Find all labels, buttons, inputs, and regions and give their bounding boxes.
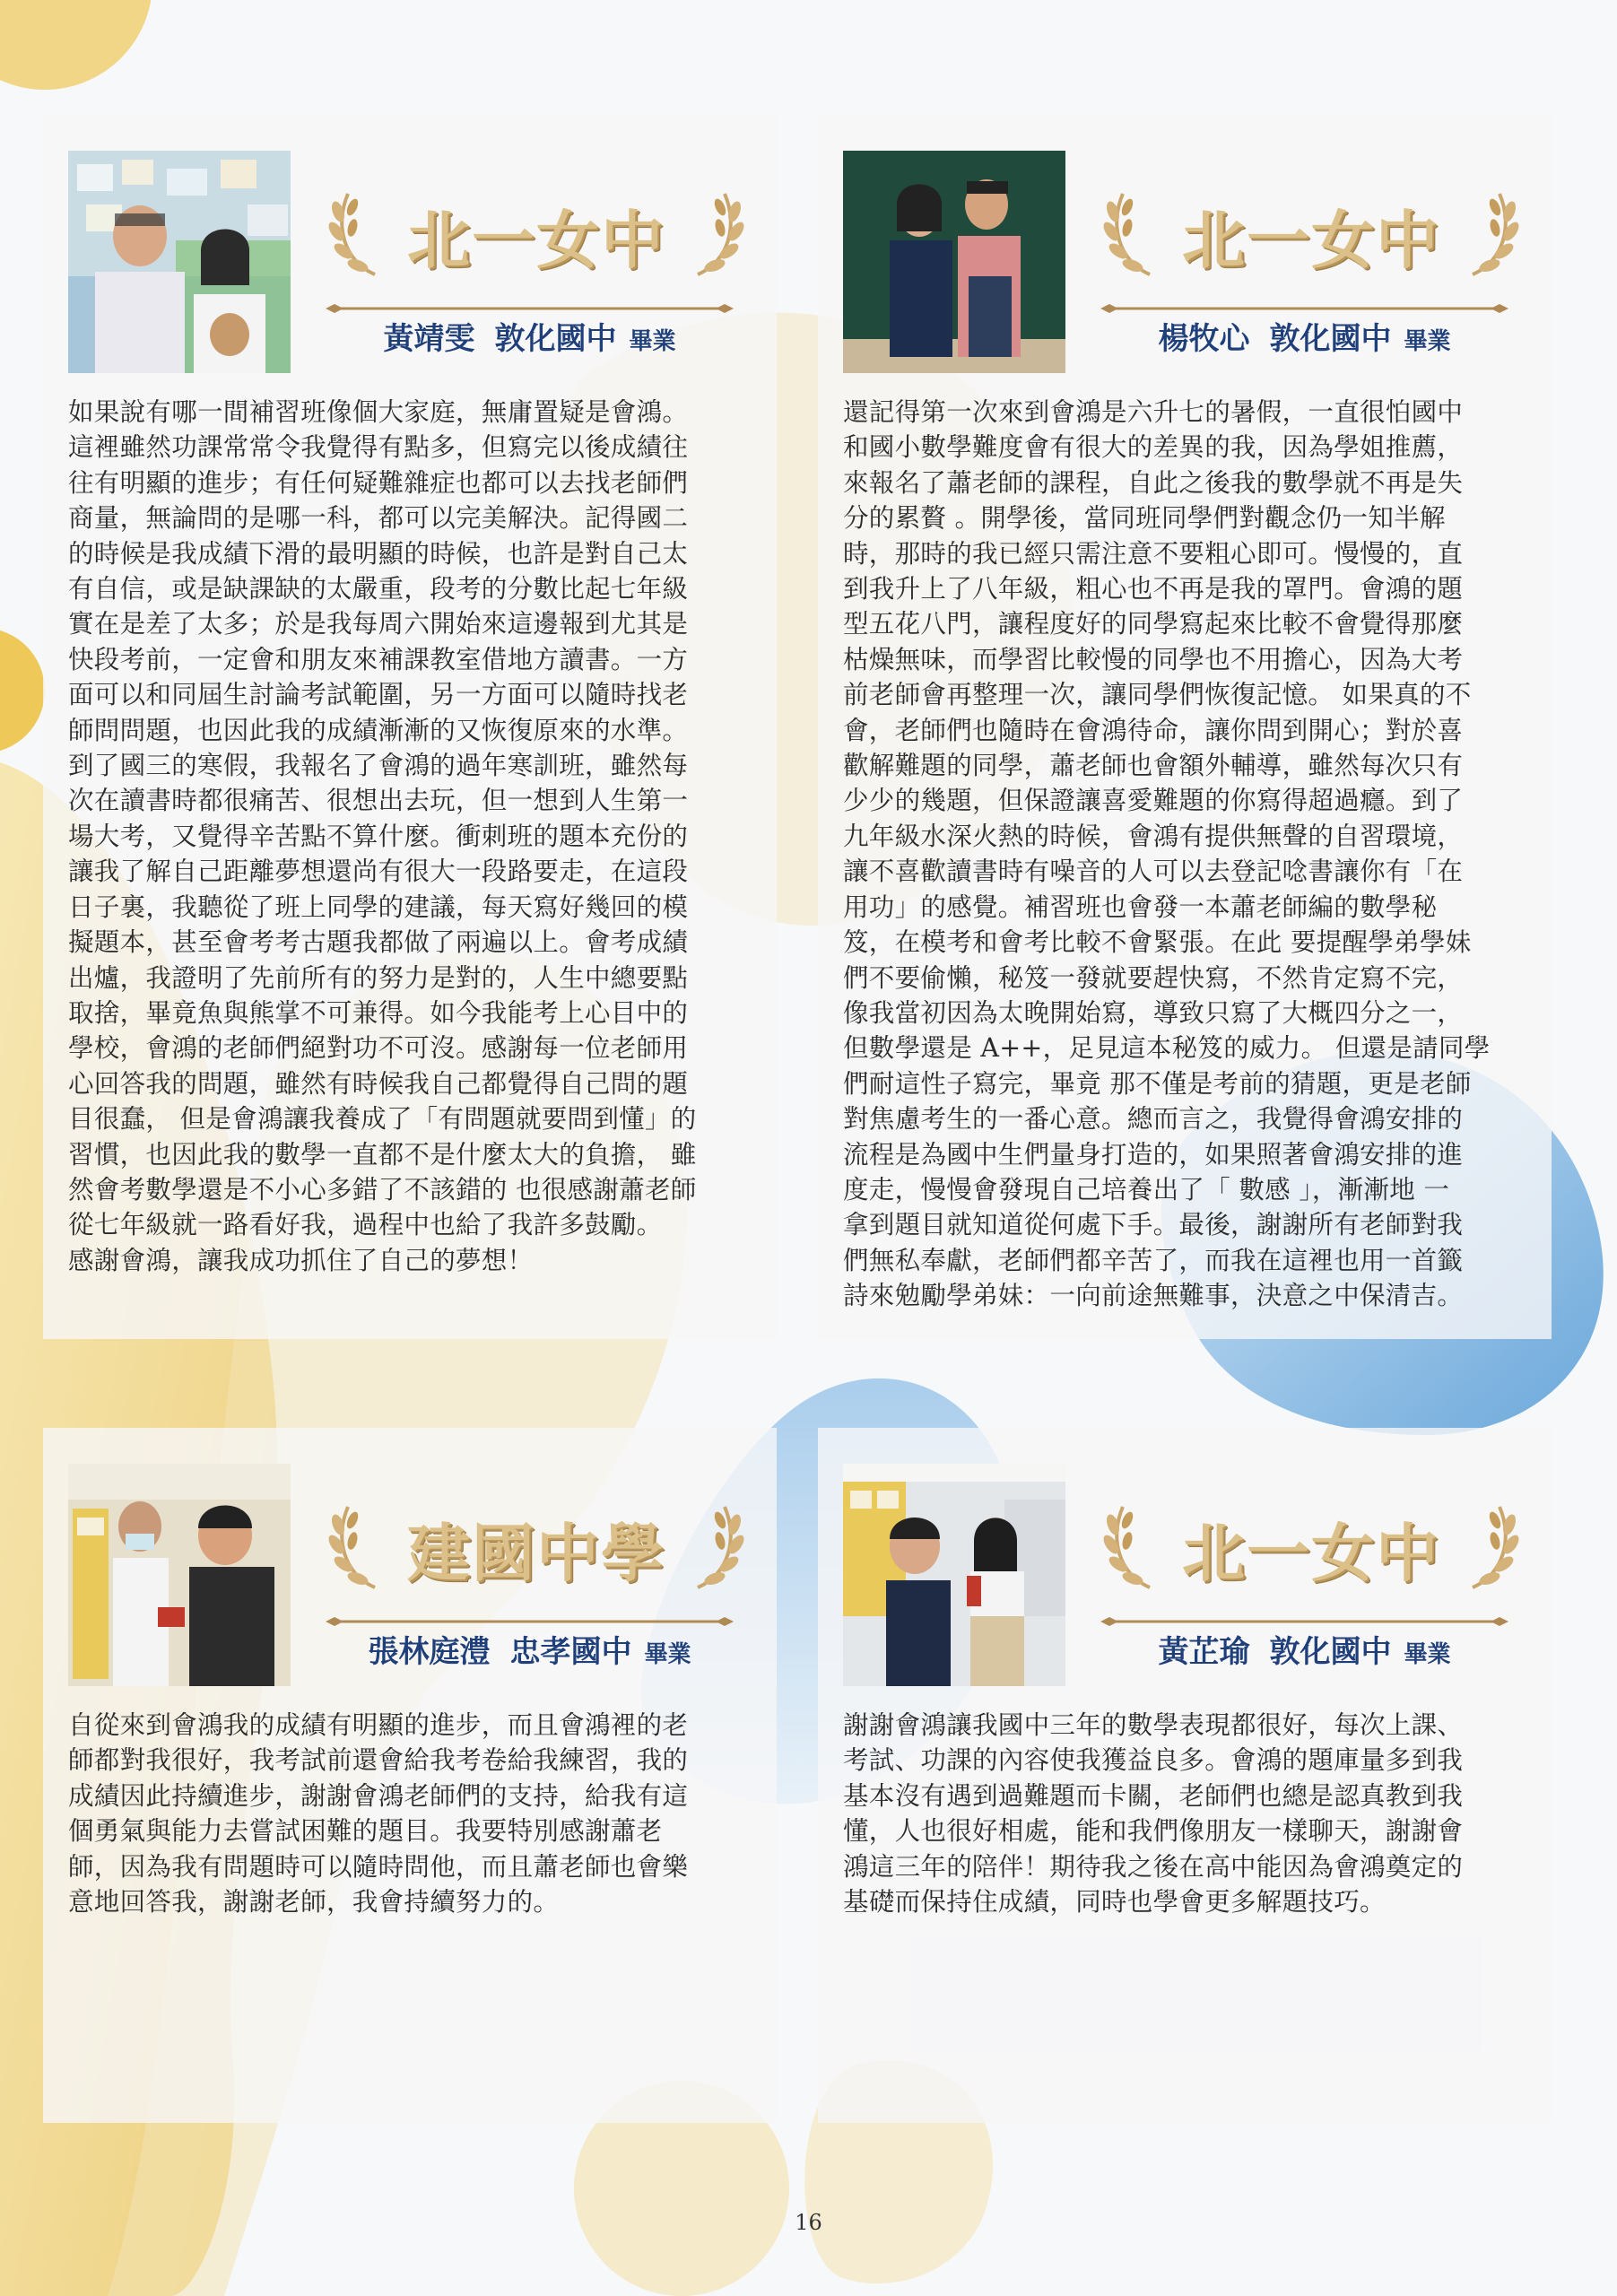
student-name: 張林庭澧 [368, 1634, 491, 1670]
graduated-label: 畢業 [644, 1641, 691, 1668]
testimonial-text: 謝謝會鴻讓我國中三年的數學表現都很好，每次上課、 考試、功課的內容使我獲益良多。會鴻的題庫量多到我 基本沒有遇到過難題而卡關，老師們也總是認真教到我 懂，人也很好相處，能和我們像朋友一樣聊天，謝謝會 鴻這三年的陪伴！期待我之後在高中能因為會鴻奠定的 基礎而保持住成績，同時也學會更多解題技巧。 [843, 1710, 1464, 1918]
laurel-icon [684, 185, 747, 283]
laurel-icon [1459, 1498, 1522, 1596]
graduated-label: 畢業 [629, 328, 676, 355]
testimonial-card-1 [43, 115, 777, 1339]
student-name: 黃靖雯 [383, 321, 475, 357]
school-name: 北一女中 [407, 203, 665, 277]
student-photo [68, 151, 291, 373]
student-info [326, 314, 734, 358]
student-name: 黃芷瑜 [1158, 1634, 1250, 1670]
school-name: 北一女中 [1182, 1516, 1440, 1590]
school-badge [1100, 1498, 1522, 1596]
graduated-label: 畢業 [1404, 328, 1451, 355]
junior-high-name: 忠孝國中 [509, 1634, 632, 1670]
school-name: 北一女中 [1182, 203, 1440, 277]
laurel-icon [684, 1498, 747, 1596]
junior-high-name: 敦化國中 [1269, 321, 1392, 357]
student-info [1100, 1627, 1508, 1671]
page-number: 16 [795, 2210, 822, 2235]
student-photo [68, 1464, 291, 1686]
junior-high-name: 敦化國中 [494, 321, 617, 357]
testimonial-text: 還記得第一次來到會鴻是六升七的暑假，一直很怕國中 和國小數學難度會有很大的差異的我，因為學姐推薦， 來報名了蕭老師的課程，自此之後我的數學就不再是失 分的累贅 。開學後，當同班同學們對觀念仍一知半解 時，那時的我已經只需注意不要粗心即可。慢慢的，直 到我升上了八年級，粗心也不再是我的罩門。會鴻的題 型五花八門，讓程度好的同學寫起來比較不會覺得那麼 枯燥無味，而學習比較慢的同學也不用擔心，因為大考 前老師會再整理一次，讓同學們恢復記憶。 如果真的不 會，老師們也隨時在會鴻待命，讓你問到開心；對於喜 歡解難題的同學，蕭老師也會額外輔導，雖然每次只有 少少的幾題，但保證讓喜愛難題的你寫得超過癮。到了 九年級水深火熱的時候，會鴻有提供無聲的自習環境， 讓不喜歡讀書時有噪音的人可以去登記唸書讓你有「在 用功」的感覺。補習班也會發一本蕭老師編的數學秘 笈，在模考和會考比較不會緊張。在此 要提醒學弟學妹 們不要偷懶，秘笈一發就要趕快寫，不然肯定寫不完， 像我當初因為太晚開始寫，導致只寫了大概四分之一， 但數學還是 A++，足見這本秘笈的威力。 但還是請同學 們耐這性子寫完，畢竟 那不僅是考前的猜題，更是老師 對焦慮考生的一番心意。總而言之，我覺得會鴻安排的 流程是為國中生們量身打造的，如果照著會鴻安排的進 度走，慢慢會發現自己培養出了「 數感 」，漸漸地 一 拿到題目就知道從何處下手。最後，謝謝所有老師對我 們無私奉獻，老師們都辛苦了，而我在這裡也用一首籤 詩來勉勵學弟妹：一向前途無難事，決意之中保清吉。 [843, 397, 1491, 1311]
laurel-icon [1459, 185, 1522, 283]
school-badge [326, 185, 747, 283]
testimonial-text: 自從來到會鴻我的成績有明顯的進步，而且會鴻裡的老 師都對我很好，我考試前還會給我考卷給我練習，我的 成績因此持續進步，謝謝會鴻老師們的支持，給我有這 個勇氣與能力去嘗試困難的題目。我要特別感謝蕭老 師，因為我有問題時可以隨時問他，而且蕭老師也會樂 意地回答我，謝謝老師，我會持續努力的。 [68, 1710, 689, 1918]
junior-high-name: 敦化國中 [1269, 1634, 1392, 1670]
testimonial-card-4 [818, 1428, 1552, 2123]
student-name: 楊牧心 [1158, 321, 1250, 357]
student-photo [843, 151, 1065, 373]
student-photo [843, 1464, 1065, 1686]
student-info [1100, 314, 1508, 358]
school-badge [1100, 185, 1522, 283]
school-badge [326, 1498, 747, 1596]
graduated-label: 畢業 [1404, 1641, 1451, 1668]
student-info [326, 1627, 734, 1671]
testimonial-card-3 [43, 1428, 777, 2123]
testimonial-card-2 [818, 115, 1552, 1339]
testimonial-text: 如果說有哪一間補習班像個大家庭，無庸置疑是會鴻。 這裡雖然功課常常令我覺得有點多，但寫完以後成績往 往有明顯的進步；有任何疑難雜症也都可以去找老師們 商量，無論問的是哪一科，都可以完美解決。記得國二 的時候是我成績下滑的最明顯的時候，也許是對自己太 有自信，或是缺課缺的太嚴重，段考的分數比起七年級 實在是差了太多；於是我每周六開始來這邊報到尤其是 快段考前，一定會和朋友來補課教室借地方讀書。一方 面可以和同屆生討論考試範圍，另一方面可以隨時找老 師問問題，也因此我的成績漸漸的又恢復原來的水準。 到了國三的寒假，我報名了會鴻的過年寒訓班，雖然每 次在讀書時都很痛苦、很想出去玩，但一想到人生第一 場大考，又覺得辛苦點不算什麼。衝刺班的題本充份的 讓我了解自己距離夢想還尚有很大一段路要走，在這段 日子裏，我聽從了班上同學的建議，每天寫好幾回的模 擬題本，甚至會考考古題我都做了兩遍以上。會考成績 出爐，我證明了先前所有的努力是對的，人生中總要點 取捨，畢竟魚與熊掌不可兼得。如今我能考上心目中的 學校，會鴻的老師們絕對功不可沒。感謝每一位老師用 心回答我的問題，雖然有時候我自己都覺得自己問的題 目很蠢， 但是會鴻讓我養成了「有問題就要問到懂」的 習慣，也因此我的數學一直都不是什麼太大的負擔， 雖 然會考數學還是不小心多錯了不該錯的 也很感謝蕭老師 從七年級就一路看好我，過程中也給了我許多鼓勵。 感謝會鴻，讓我成功抓住了自己的夢想！ [68, 397, 697, 1275]
school-name: 建國中學 [407, 1516, 665, 1590]
